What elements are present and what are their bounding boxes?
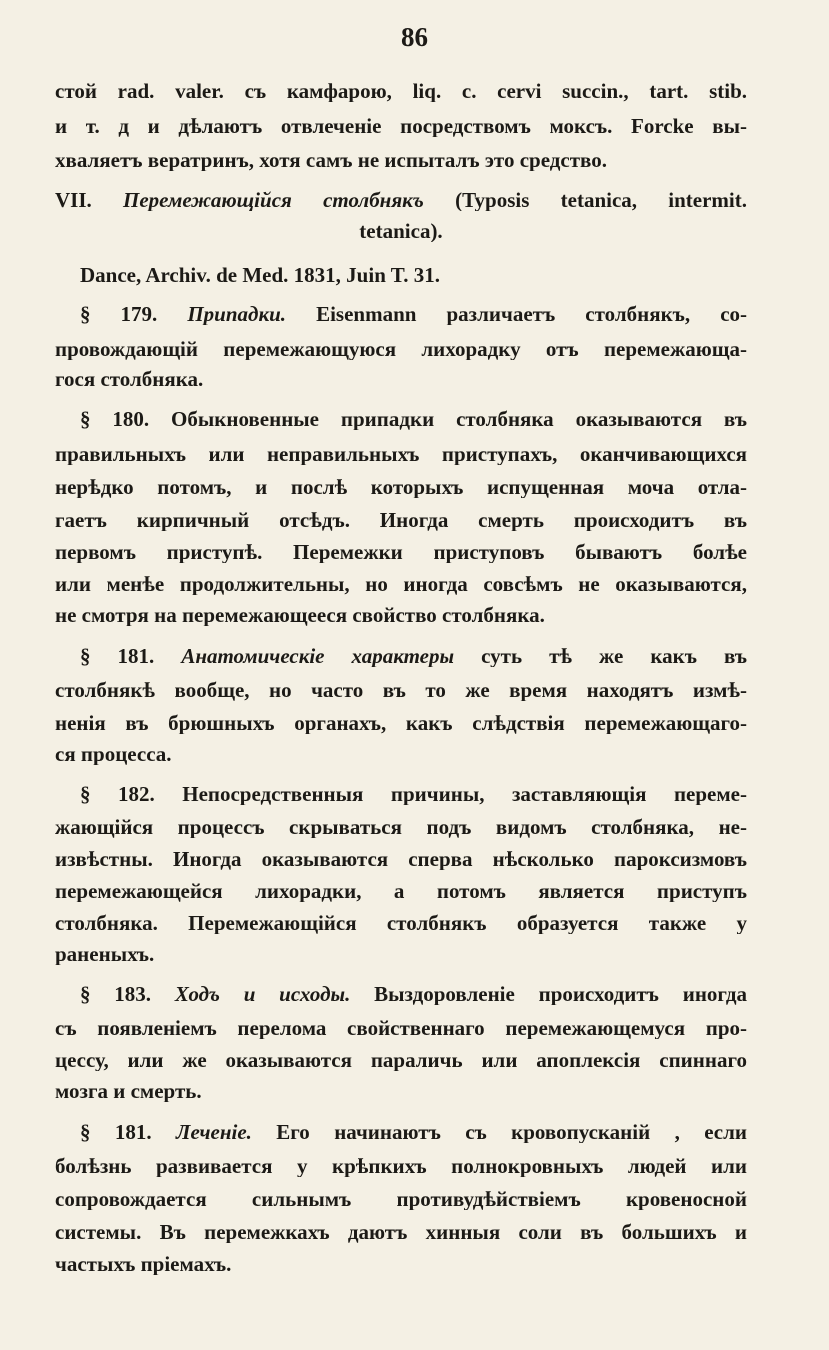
text-line: мозга и смерть. bbox=[55, 1081, 202, 1102]
section-number: § 181. bbox=[80, 1122, 152, 1143]
text-line: цессу, или же оказываются параличь или апоплексія спиннаго bbox=[55, 1050, 747, 1071]
section-title: Ходъ и исходы. bbox=[174, 984, 351, 1005]
paragraph-start bbox=[80, 1122, 747, 1143]
text-line: сопровождается сильнымъ противудѣйствіемъ кровеносной bbox=[55, 1189, 747, 1210]
text-line: § 182. Непосредственныя причины, заставляющія переме- bbox=[80, 784, 747, 805]
text-line: хваляетъ вератринъ, хотя самъ не испыталъ это средство. bbox=[55, 150, 607, 171]
section-title: Леченіе. bbox=[176, 1122, 252, 1143]
reference-line: Dance, Archiv. de Med. 1831, Juin T. 31. bbox=[80, 265, 440, 286]
text-line: болѣзнь развивается у крѣпкихъ полнокровныхъ людей или bbox=[55, 1156, 747, 1177]
section-title: Припадки. bbox=[187, 304, 287, 325]
text-line: перемежающейся лихорадки, а потомъ является приступъ bbox=[55, 881, 747, 902]
text-line: системы. Въ перемежкахъ даютъ хинныя соли въ большихъ и bbox=[55, 1222, 747, 1243]
text-line: гося столбняка. bbox=[55, 369, 204, 390]
text-line: не смотря на перемежающееся свойство столбняка. bbox=[55, 605, 545, 626]
paragraph-start bbox=[80, 304, 747, 325]
text-line: или менѣе продолжительны, но иногда совсѣмъ не оказываются, bbox=[55, 574, 747, 595]
section-text: Eisenmann различаетъ столбнякъ, со- bbox=[316, 304, 747, 325]
text-line: первомъ приступѣ. Перемежки приступовъ бываютъ болѣе bbox=[55, 542, 747, 563]
section-number: § 181. bbox=[80, 646, 155, 667]
text-line: § 180. Обыкновенные припадки столбняка оказываются въ bbox=[80, 409, 747, 430]
text-line: раненыхъ. bbox=[55, 944, 155, 965]
page-number: 86 bbox=[401, 22, 428, 52]
text-line: частыхъ пріемахъ. bbox=[55, 1254, 232, 1275]
text-line: стой rad. valer. съ камфарою, liq. c. cervi succin., tart. stib. bbox=[55, 81, 747, 102]
heading-number: VII. bbox=[55, 190, 92, 211]
section-text: Выздоровленіе происходитъ иногда bbox=[374, 984, 747, 1005]
paragraph-start bbox=[80, 646, 747, 667]
text-line: столбняка. Перемежающійся столбнякъ образуется также у bbox=[55, 913, 747, 934]
section-number: § 179. bbox=[80, 304, 158, 325]
section-text: Его начинаютъ съ кровопусканій , если bbox=[276, 1122, 747, 1143]
heading-continuation: tetanica). bbox=[359, 221, 443, 242]
section-text: суть тѣ же какъ въ bbox=[481, 646, 747, 667]
text-line: и т. д и дѣлаютъ отвлеченіе посредствомъ моксъ. Forcke вы- bbox=[55, 116, 747, 137]
paragraph-start bbox=[80, 984, 747, 1005]
section-heading bbox=[55, 190, 747, 211]
text-line: ненія въ брюшныхъ органахъ, какъ слѣдствія перемежающаго- bbox=[55, 713, 747, 734]
text-line: гаетъ кирпичный отсѣдъ. Иногда смерть происходитъ въ bbox=[55, 510, 747, 531]
heading-title: Перемежающійся столбнякъ bbox=[123, 190, 424, 211]
section-number: § 183. bbox=[80, 984, 152, 1005]
section-title: Анатомическіе характеры bbox=[181, 646, 455, 667]
text-line: провождающій перемежающуюся лихорадку отъ перемежающа- bbox=[55, 339, 747, 360]
text-line: правильныхъ или неправильныхъ приступахъ, оканчивающихся bbox=[55, 444, 747, 465]
text-line: столбнякѣ вообще, но часто въ то же время находятъ измѣ- bbox=[55, 680, 747, 701]
text-line: съ появленіемъ перелома свойственнаго перемежающемуся про- bbox=[55, 1018, 747, 1039]
heading-latin: (Typosis tetanica, intermit. bbox=[455, 190, 747, 211]
text-line: ся процесса. bbox=[55, 744, 172, 765]
text-line: извѣстны. Иногда оказываются сперва нѣсколько пароксизмовъ bbox=[55, 849, 747, 870]
text-line: нерѣдко потомъ, и послѣ которыхъ испущенная моча отла- bbox=[55, 477, 747, 498]
text-line: жающійся процессъ скрываться подъ видомъ столбняка, не- bbox=[55, 817, 747, 838]
